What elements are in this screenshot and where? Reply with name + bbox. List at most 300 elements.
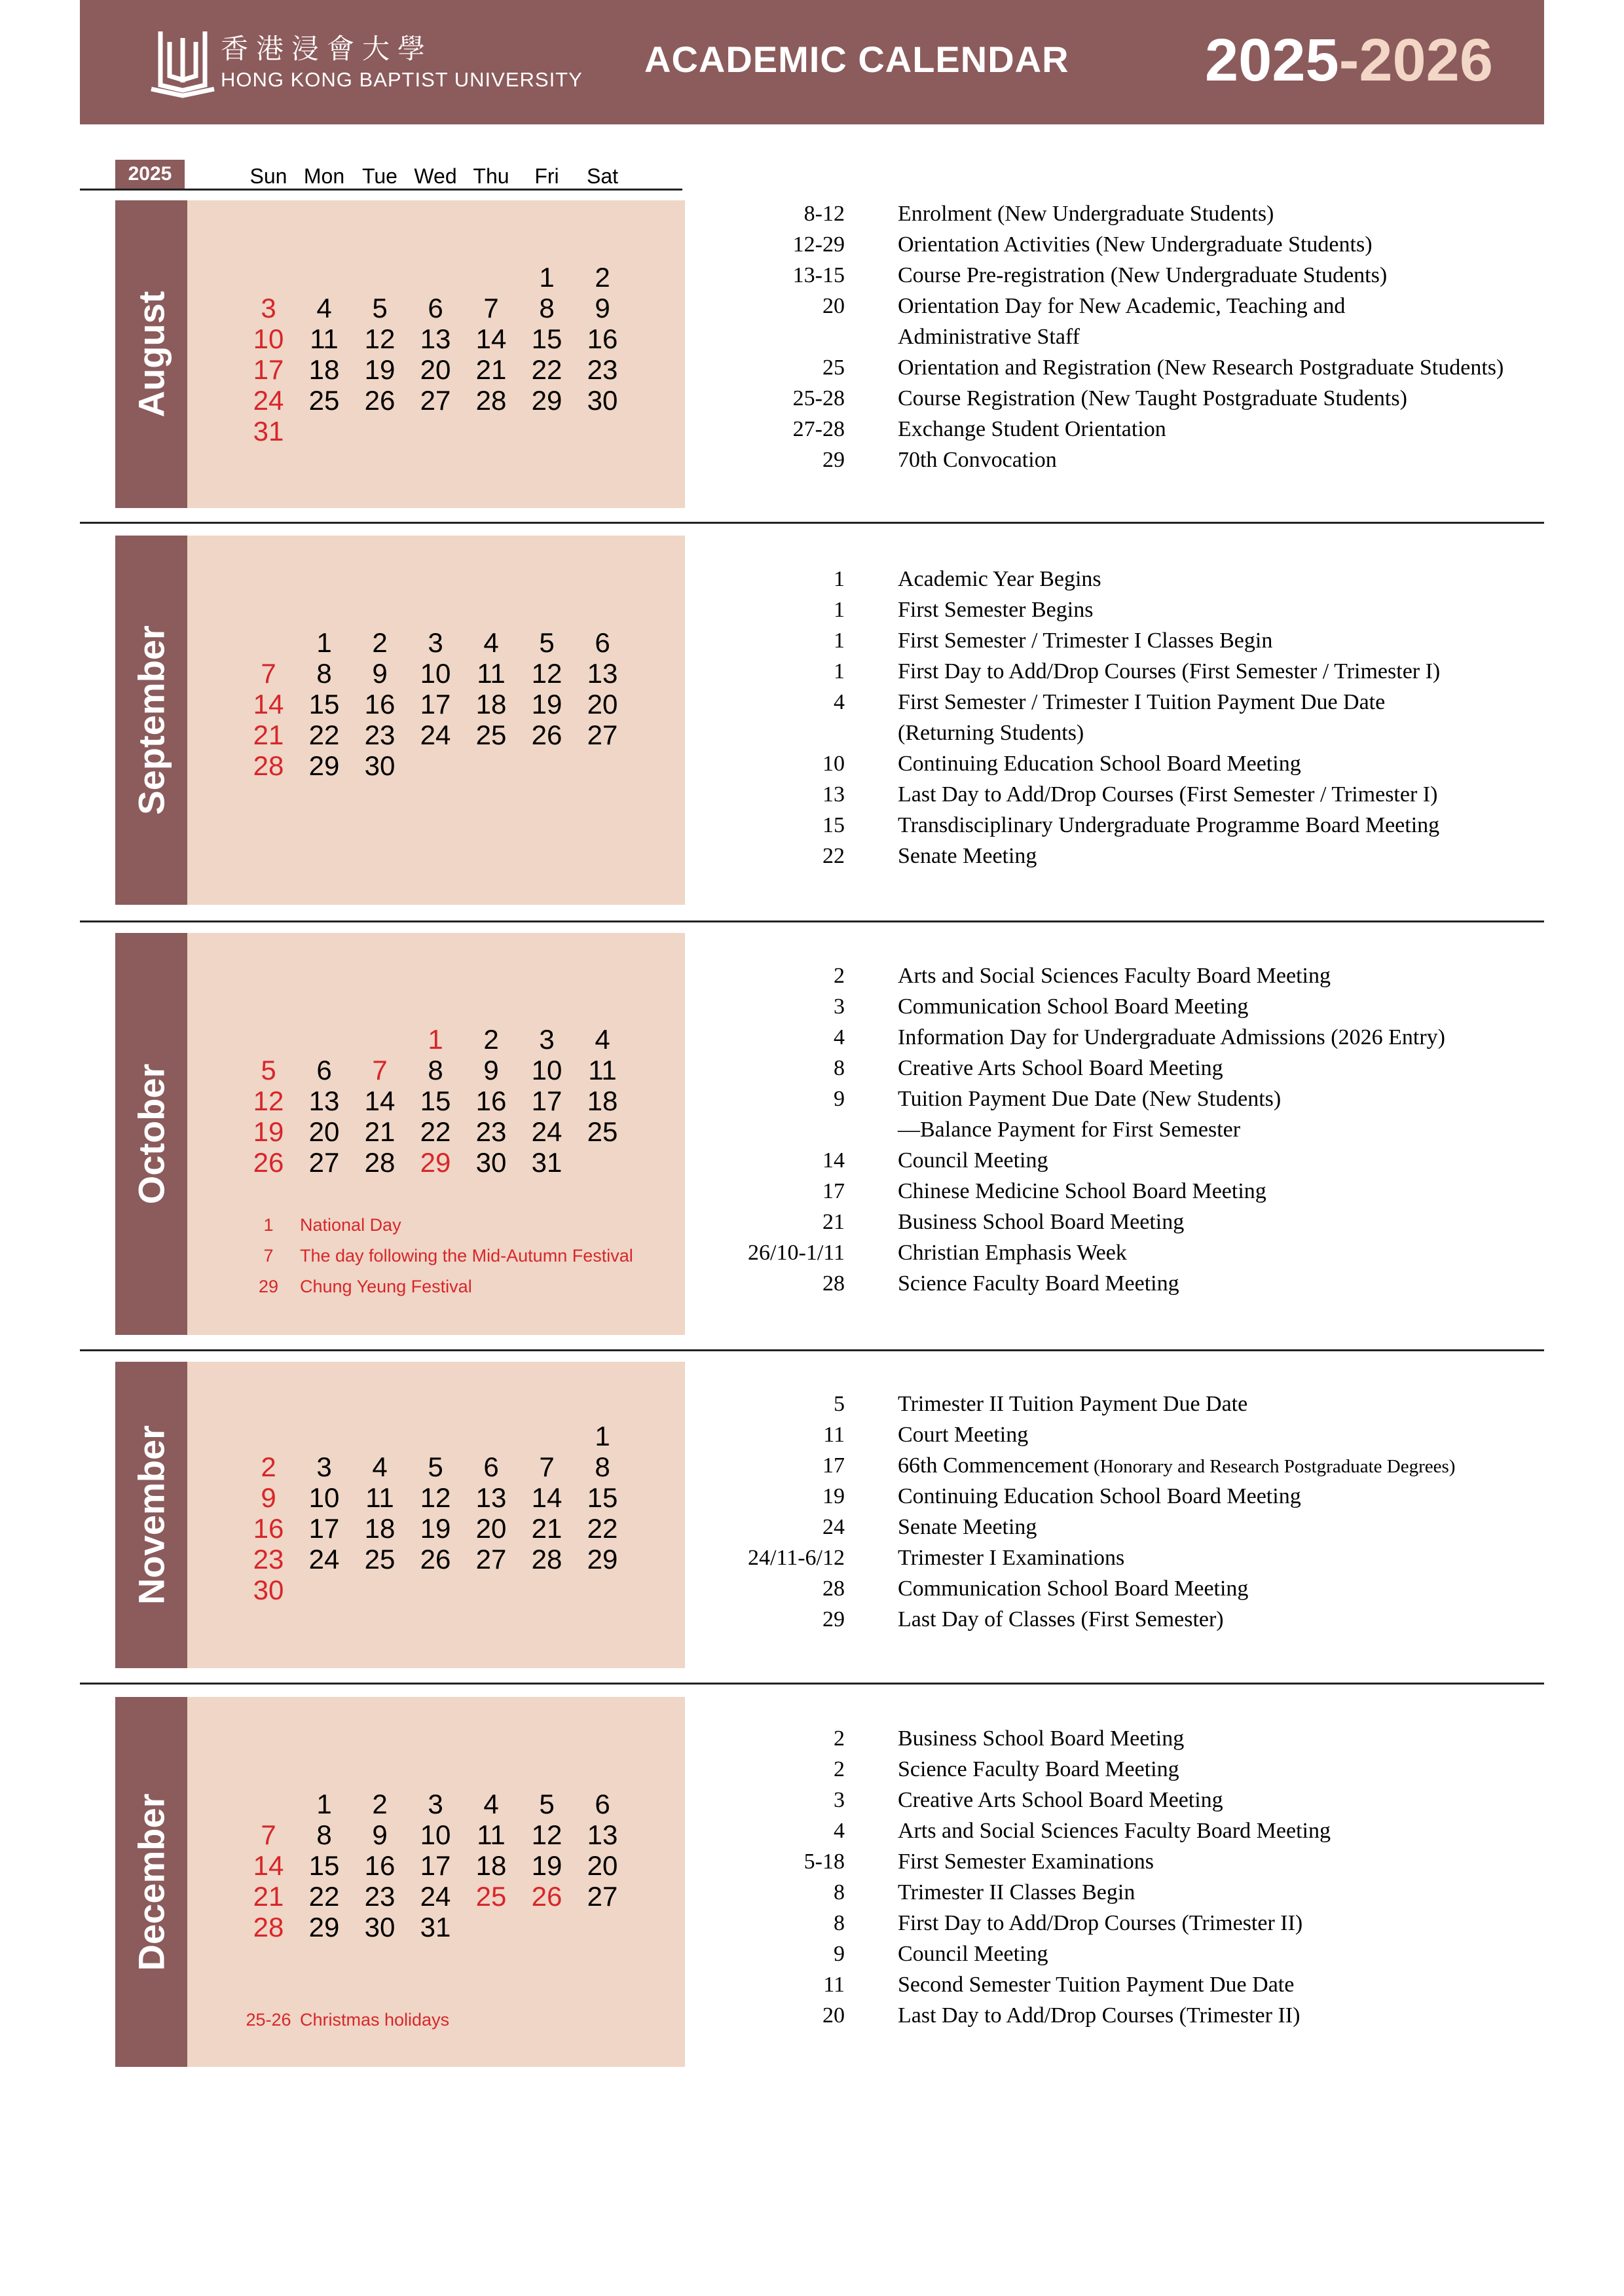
calendar-day: 29 <box>308 750 340 781</box>
calendar-day: 13 <box>420 323 451 354</box>
event-title: Council Meeting <box>898 1942 1048 1966</box>
calendar-day: 24 <box>420 720 451 750</box>
calendar-day: 25 <box>587 1116 618 1147</box>
calendar-day: 12 <box>364 323 396 354</box>
calendar-day: 8 <box>539 293 555 323</box>
event-title: Exchange Student Orientation <box>898 417 1166 441</box>
calendar-day: 12 <box>531 1819 563 1850</box>
event-title: Trimester II Tuition Payment Due Date <box>898 1392 1248 1416</box>
calendar-day: 5 <box>539 1789 555 1819</box>
calendar-day: 15 <box>308 689 340 720</box>
calendar-day: 13 <box>587 1819 618 1850</box>
section-divider <box>80 920 1544 922</box>
event-description <box>898 721 1084 746</box>
calendar-day: 1 <box>595 1421 610 1451</box>
event-date: 3 <box>834 1788 845 1812</box>
event-description <box>898 659 1440 684</box>
event-date: 9 <box>834 1942 845 1966</box>
calendar-day: 26 <box>253 1147 284 1178</box>
calendar-day: 19 <box>531 689 563 720</box>
month-name: December <box>130 1793 172 1971</box>
weekday-label: Mon <box>303 164 345 188</box>
month-name: September <box>130 625 172 815</box>
weekday-label: Thu <box>473 164 509 188</box>
calendar-day: 7 <box>372 1055 388 1085</box>
month-name: October <box>130 1063 172 1205</box>
month-band <box>115 933 187 1335</box>
calendar-day: 8 <box>595 1451 610 1482</box>
event-description <box>898 1118 1240 1142</box>
event-date: 1 <box>834 629 845 653</box>
calendar-day: 9 <box>595 293 610 323</box>
calendar-day: 23 <box>475 1116 507 1147</box>
event-description <box>898 1423 1028 1448</box>
calendar-day: 6 <box>483 1451 499 1482</box>
event-date: 17 <box>822 1179 845 1203</box>
section-divider <box>80 522 1544 524</box>
event-description <box>898 417 1166 442</box>
calendar-day: 30 <box>253 1575 284 1605</box>
event-date: 22 <box>822 844 845 868</box>
calendar-day: 5 <box>539 627 555 658</box>
calendar-day: 5 <box>372 293 388 323</box>
event-title: Arts and Social Sciences Faculty Board Meeting <box>898 1819 1331 1843</box>
calendar-day: 28 <box>531 1544 563 1575</box>
event-date: 2 <box>834 1726 845 1751</box>
month-name: November <box>130 1425 172 1605</box>
event-title: First Semester / Trimester I Tuition Payment Due Date <box>898 690 1386 714</box>
calendar-day: 1 <box>316 627 332 658</box>
calendar-day: 21 <box>364 1116 396 1147</box>
calendar-day: 25 <box>308 385 340 416</box>
event-title: Second Semester Tuition Payment Due Date <box>898 1973 1295 1997</box>
calendar-day: 18 <box>475 689 507 720</box>
weekday-label: Sat <box>586 164 619 188</box>
calendar-day: 2 <box>372 627 388 658</box>
event-date: 15 <box>822 813 845 837</box>
event-description <box>898 1056 1223 1081</box>
year-separator: - <box>1338 27 1359 94</box>
holiday-note-text: Christmas holidays <box>300 2010 450 2030</box>
calendar-day: 8 <box>316 658 332 689</box>
event-description <box>898 1546 1124 1571</box>
event-description <box>898 1788 1223 1813</box>
event-title: (Returning Students) <box>898 721 1084 745</box>
event-title: Tuition Payment Due Date (New Students) <box>898 1087 1282 1111</box>
logo-english-name: HONG KONG BAPTIST UNIVERSITY <box>221 68 583 91</box>
calendar-year-badge: 2025 <box>115 160 185 189</box>
event-title: Enrolment (New Undergraduate Students) <box>898 202 1274 226</box>
calendar-day: 20 <box>587 689 618 720</box>
calendar-day: 17 <box>531 1085 563 1116</box>
calendar-day: 7 <box>483 293 499 323</box>
calendar-day: 27 <box>308 1147 340 1178</box>
event-title: Academic Year Begins <box>898 567 1101 591</box>
calendar-day: 23 <box>364 1881 396 1912</box>
event-title: Court Meeting <box>898 1423 1029 1447</box>
event-title: First Semester / Trimester I Classes Begin <box>898 629 1273 653</box>
calendar-day: 24 <box>308 1544 340 1575</box>
event-date: 24/11-6/12 <box>748 1546 845 1570</box>
calendar-day: 29 <box>587 1544 618 1575</box>
holiday-note-date: 25-26 <box>246 2010 291 2030</box>
calendar-day: 11 <box>365 1482 394 1513</box>
calendar-day: 29 <box>308 1912 340 1942</box>
calendar-day: 18 <box>308 354 340 385</box>
event-title: Trimester I Examinations <box>898 1546 1125 1570</box>
calendar-day: 14 <box>475 323 507 354</box>
page-title: ACADEMIC CALENDAR <box>644 39 1069 80</box>
calendar-day: 3 <box>539 1024 555 1055</box>
calendar-day: 26 <box>531 720 563 750</box>
event-date: 12-29 <box>792 232 845 257</box>
calendar-day: 16 <box>253 1513 284 1544</box>
event-date: 11 <box>823 1423 845 1447</box>
calendar-day: 19 <box>364 354 396 385</box>
calendar-day: 23 <box>587 354 618 385</box>
event-description <box>898 752 1301 776</box>
calendar-day: 4 <box>372 1451 388 1482</box>
calendar-day: 30 <box>364 750 396 781</box>
year-end: 2026 <box>1359 27 1493 94</box>
event-date: 25 <box>822 355 845 380</box>
calendar-day: 19 <box>420 1513 451 1544</box>
event-date: 4 <box>834 1819 845 1843</box>
event-title: Senate Meeting <box>898 1515 1037 1539</box>
calendar-day: 29 <box>531 385 563 416</box>
event-description <box>898 325 1080 350</box>
calendar-day: 8 <box>428 1055 443 1085</box>
calendar-day: 31 <box>531 1147 563 1178</box>
calendar-day: 22 <box>420 1116 451 1147</box>
event-date: 29 <box>822 448 845 472</box>
event-description <box>898 1484 1301 1509</box>
calendar-day: 23 <box>253 1544 284 1575</box>
event-title: Business School Board Meeting <box>898 1726 1185 1751</box>
event-description <box>898 263 1387 288</box>
university-logo-icon <box>149 25 217 98</box>
event-title: Administrative Staff <box>898 325 1080 349</box>
event-description <box>898 1819 1331 1844</box>
calendar-day: 5 <box>428 1451 443 1482</box>
event-date: 28 <box>822 1271 845 1296</box>
event-description <box>898 782 1437 807</box>
event-date: 13-15 <box>792 263 845 287</box>
calendar-day: 7 <box>261 658 276 689</box>
calendar-day: 14 <box>253 1850 284 1881</box>
calendar-day: 2 <box>372 1789 388 1819</box>
event-date: 8-12 <box>803 202 845 226</box>
calendar-day: 10 <box>420 658 451 689</box>
calendar-day: 22 <box>587 1513 618 1544</box>
section-divider <box>80 1683 1544 1685</box>
calendar-day: 3 <box>261 293 276 323</box>
calendar-day: 21 <box>475 354 507 385</box>
event-title: Business School Board Meeting <box>898 1210 1185 1234</box>
event-title: First Semester Examinations <box>898 1850 1154 1874</box>
calendar-day: 13 <box>308 1085 340 1116</box>
event-date: 8 <box>834 1056 845 1080</box>
calendar-day: 10 <box>308 1482 340 1513</box>
event-date: 4 <box>834 690 845 714</box>
calendar-day: 4 <box>316 293 332 323</box>
calendar-day: 4 <box>483 1789 499 1819</box>
calendar-day: 1 <box>316 1789 332 1819</box>
event-date: 21 <box>822 1210 845 1234</box>
event-title: Communication School Board Meeting <box>898 994 1249 1019</box>
event-date: 26/10-1/11 <box>748 1241 845 1265</box>
event-title: Last Day to Add/Drop Courses (First Semester / Trimester I) <box>898 782 1438 807</box>
event-description <box>898 232 1373 257</box>
calendar-day: 12 <box>420 1482 451 1513</box>
event-date: 11 <box>823 1973 845 1997</box>
holiday-note-date: 7 <box>263 1246 274 1266</box>
year-start: 2025 <box>1205 27 1339 94</box>
calendar-day: 20 <box>475 1513 507 1544</box>
weekday-header <box>0 162 1624 191</box>
event-date: 2 <box>834 1757 845 1781</box>
calendar-day: 1 <box>539 262 555 293</box>
calendar-day: 24 <box>253 385 284 416</box>
calendar-day: 6 <box>595 1789 610 1819</box>
holiday-note-text: National Day <box>300 1215 401 1235</box>
event-title: Chinese Medicine School Board Meeting <box>898 1179 1266 1203</box>
event-description <box>898 1025 1445 1050</box>
event-date: 28 <box>822 1576 845 1601</box>
calendar-day: 22 <box>308 1881 340 1912</box>
calendar-day: 19 <box>253 1116 284 1147</box>
calendar-day: 22 <box>308 720 340 750</box>
event-title: Last Day to Add/Drop Courses (Trimester II) <box>898 2003 1301 2028</box>
event-description <box>898 202 1274 227</box>
calendar-day: 28 <box>253 750 284 781</box>
calendar-day: 21 <box>253 720 284 750</box>
month-band <box>115 1697 187 2067</box>
event-date: 14 <box>822 1148 845 1173</box>
calendar-day: 29 <box>420 1147 451 1178</box>
event-title: Transdisciplinary Undergraduate Programme Board Meeting <box>898 813 1440 837</box>
month-band <box>115 1362 187 1668</box>
calendar-day: 12 <box>253 1085 284 1116</box>
calendar-day: 15 <box>420 1085 451 1116</box>
calendar-day: 11 <box>477 658 506 689</box>
event-date: 27-28 <box>792 417 845 441</box>
event-description <box>898 844 1037 869</box>
calendar-day: 9 <box>372 658 388 689</box>
holiday-note-date: 1 <box>263 1215 274 1235</box>
event-date: 5 <box>834 1392 845 1416</box>
calendar-day: 30 <box>587 385 618 416</box>
event-title: Information Day for Undergraduate Admissions (2026 Entry) <box>898 1025 1445 1049</box>
event-title: Christian Emphasis Week <box>898 1241 1127 1265</box>
calendar-day: 23 <box>364 720 396 750</box>
event-description <box>898 1179 1266 1204</box>
calendar-day: 26 <box>531 1881 563 1912</box>
calendar-day: 1 <box>428 1024 443 1055</box>
event-title: Trimester II Classes Begin <box>898 1880 1135 1904</box>
event-description <box>898 355 1504 380</box>
calendar-day: 11 <box>588 1055 617 1085</box>
calendar-day: 28 <box>364 1147 396 1178</box>
event-title: Arts and Social Sciences Faculty Board Meeting <box>898 964 1331 988</box>
event-description <box>898 964 1331 989</box>
event-title: —Balance Payment for First Semester <box>898 1118 1241 1142</box>
event-date: 1 <box>834 659 845 683</box>
calendar-day: 5 <box>261 1055 276 1085</box>
event-title: Science Faculty Board Meeting <box>898 1757 1179 1781</box>
calendar-day: 30 <box>364 1912 396 1942</box>
calendar-day: 6 <box>316 1055 332 1085</box>
event-title-suffix: (Honorary and Research Postgraduate Degrees) <box>1088 1456 1456 1477</box>
header-banner <box>80 0 1544 124</box>
calendar-day: 27 <box>587 720 618 750</box>
calendar-day: 4 <box>595 1024 610 1055</box>
calendar-day: 8 <box>316 1819 332 1850</box>
calendar-day: 11 <box>310 323 339 354</box>
holiday-note-date: 29 <box>258 1277 279 1296</box>
event-date: 2 <box>834 964 845 988</box>
event-description <box>898 1942 1048 1967</box>
event-title: Course Pre-registration (New Undergraduate Students) <box>898 263 1388 287</box>
event-description <box>898 1911 1302 1936</box>
header-rule <box>80 189 682 191</box>
calendar-day: 15 <box>308 1850 340 1881</box>
calendar-day: 18 <box>475 1850 507 1881</box>
calendar-day: 7 <box>261 1819 276 1850</box>
event-title: First Semester Begins <box>898 598 1094 622</box>
calendar-day: 28 <box>253 1912 284 1942</box>
month-band <box>115 200 187 508</box>
event-description <box>898 629 1272 653</box>
event-description <box>898 994 1248 1019</box>
event-title: Council Meeting <box>898 1148 1048 1173</box>
event-description <box>898 813 1439 838</box>
calendar-day: 2 <box>595 262 610 293</box>
calendar-day: 16 <box>364 1850 396 1881</box>
calendar-day: 2 <box>261 1451 276 1482</box>
calendar-day: 17 <box>308 1513 340 1544</box>
event-date: 5-18 <box>803 1850 845 1874</box>
event-date: 24 <box>822 1515 845 1539</box>
event-title: First Day to Add/Drop Courses (First Semester / Trimester I) <box>898 659 1441 683</box>
event-description <box>898 1148 1048 1173</box>
calendar-day: 24 <box>531 1116 563 1147</box>
calendar-day: 25 <box>475 1881 507 1912</box>
academic-year-range <box>1205 26 1493 95</box>
holiday-note-text: The day following the Mid-Autumn Festival <box>300 1246 633 1266</box>
event-title: Continuing Education School Board Meeting <box>898 1484 1301 1508</box>
event-title: Senate Meeting <box>898 844 1037 868</box>
month-band <box>115 536 187 905</box>
calendar-day: 26 <box>420 1544 451 1575</box>
event-description <box>898 2003 1300 2028</box>
event-description <box>898 1880 1135 1905</box>
calendar-day: 6 <box>428 293 443 323</box>
weekday-label: Wed <box>414 164 457 188</box>
logo-chinese-name: 香港浸會大學 <box>221 33 434 65</box>
calendar-day: 21 <box>531 1513 563 1544</box>
calendar-day: 20 <box>308 1116 340 1147</box>
event-description <box>898 1726 1184 1751</box>
event-title: Orientation and Registration (New Research Postgraduate Students) <box>898 355 1504 380</box>
calendar-day: 25 <box>364 1544 396 1575</box>
calendar-day: 28 <box>475 385 507 416</box>
calendar-day: 16 <box>587 323 618 354</box>
event-description <box>898 294 1345 319</box>
calendar-day: 14 <box>531 1482 563 1513</box>
calendar-day: 26 <box>364 385 396 416</box>
event-title: Creative Arts School Board Meeting <box>898 1788 1223 1812</box>
calendar-day: 17 <box>253 354 284 385</box>
event-description <box>898 690 1385 715</box>
event-title: Continuing Education School Board Meeting <box>898 752 1301 776</box>
event-date: 17 <box>822 1453 845 1478</box>
event-date: 29 <box>822 1607 845 1631</box>
section-divider <box>80 1349 1544 1351</box>
calendar-day: 27 <box>587 1881 618 1912</box>
calendar-day: 2 <box>483 1024 499 1055</box>
calendar-day: 12 <box>531 658 563 689</box>
event-title: First Day to Add/Drop Courses (Trimester II) <box>898 1911 1303 1935</box>
calendar-day: 7 <box>539 1451 555 1482</box>
calendar-day: 20 <box>587 1850 618 1881</box>
event-title: Creative Arts School Board Meeting <box>898 1056 1223 1080</box>
calendar-day: 4 <box>483 627 499 658</box>
event-date: 8 <box>834 1911 845 1935</box>
calendar-day: 20 <box>420 354 451 385</box>
calendar-day: 10 <box>253 323 284 354</box>
event-description <box>898 1607 1224 1632</box>
calendar-day: 9 <box>261 1482 276 1513</box>
calendar-day: 31 <box>420 1912 451 1942</box>
calendar-day: 21 <box>253 1881 284 1912</box>
calendar-day: 18 <box>587 1085 618 1116</box>
calendar-day: 17 <box>420 1850 451 1881</box>
event-title: 66th Commencement <box>898 1453 1089 1478</box>
event-date: 20 <box>822 2003 845 2028</box>
calendar-day: 31 <box>253 416 284 446</box>
event-date: 3 <box>834 994 845 1019</box>
calendar-day: 9 <box>483 1055 499 1085</box>
calendar-day: 15 <box>587 1482 618 1513</box>
calendar-day: 27 <box>475 1544 507 1575</box>
calendar-day: 14 <box>253 689 284 720</box>
event-title: Orientation Activities (New Undergraduate Students) <box>898 232 1373 257</box>
event-date: 1 <box>834 598 845 622</box>
event-description <box>898 1392 1247 1417</box>
calendar-day: 3 <box>428 627 443 658</box>
event-date: 19 <box>822 1484 845 1508</box>
calendar-day: 9 <box>372 1819 388 1850</box>
event-description <box>898 1271 1179 1296</box>
calendar-day: 16 <box>475 1085 507 1116</box>
event-description <box>898 1241 1127 1266</box>
event-description <box>898 1453 1455 1478</box>
holiday-note-text: Chung Yeung Festival <box>300 1277 472 1296</box>
event-description <box>898 386 1407 411</box>
event-date: 9 <box>834 1087 845 1111</box>
event-date: 13 <box>822 782 845 807</box>
event-description <box>898 1576 1248 1601</box>
calendar-day: 3 <box>428 1789 443 1819</box>
event-date: 25-28 <box>792 386 845 410</box>
calendar-day: 27 <box>420 385 451 416</box>
event-date: 8 <box>834 1880 845 1904</box>
event-date: 4 <box>834 1025 845 1049</box>
weekday-label: Tue <box>362 164 397 188</box>
event-description <box>898 1757 1179 1782</box>
event-title: Course Registration (New Taught Postgraduate Students) <box>898 386 1407 410</box>
